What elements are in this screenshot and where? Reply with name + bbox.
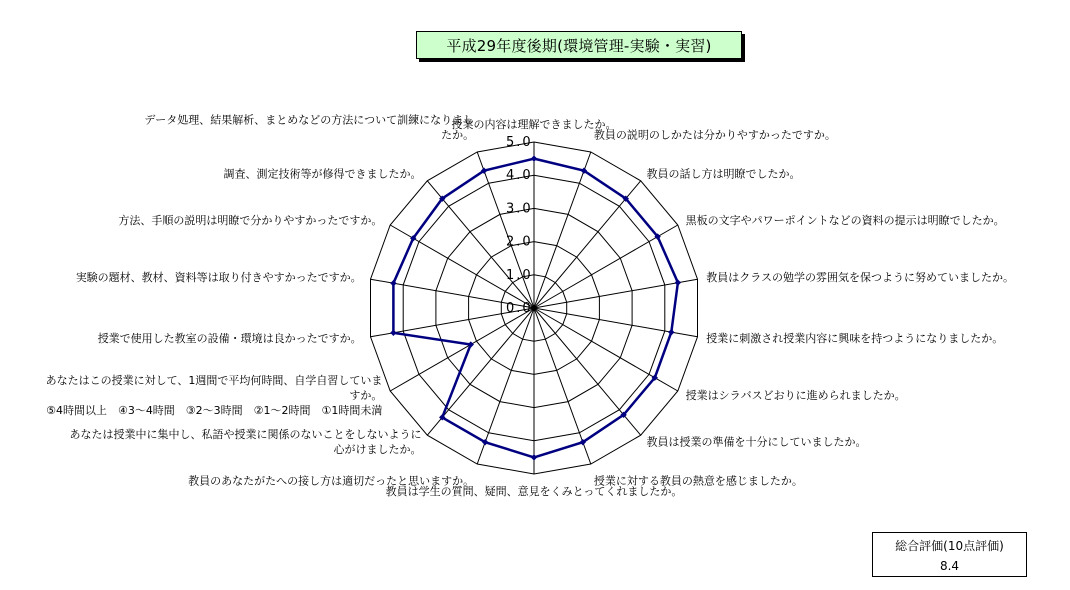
axis-spoke	[534, 152, 591, 308]
category-label: 授業はシラバスどおりに進められましたか。	[685, 389, 906, 402]
category-label: 教員の説明のしかたは分かりやすかったですか。	[593, 128, 836, 142]
category-label: 授業の内容は理解できましたか。	[451, 118, 617, 131]
category-label: あなたは授業中に集中し、私語や授業に関係のないことをしないように心がけましたか。	[69, 428, 422, 457]
category-label: 教員は学生の質問、疑問、意見をくみとってくれましたか。	[385, 485, 683, 498]
category-label: 授業に刺激され授業内容に興味を持つようになりましたか。	[706, 331, 1004, 345]
tick-label: 4.0	[506, 168, 533, 184]
tick-label: 0.0	[506, 301, 533, 316]
series-point	[668, 329, 674, 335]
category-label: あなたはこの授業に対して、1週間で平均何時間、自学自習していますか。 ⑤4時間以上 ④3～4時間 ③2～3時間 ②1～2時間 ①1時間未満	[45, 374, 383, 417]
category-label: データ処理、結果解析、まとめなどの方法について訓練になりましたか。	[144, 113, 475, 142]
category-label: 教員はクラスの勉学の雰囲気を保つように努めていましたか。	[706, 271, 1014, 285]
chart-title: 平成29年度後期(環境管理-実験・実習)	[416, 31, 742, 59]
category-label: 実験の題材、教材、資料等は取り付きやすかったですか。	[75, 271, 362, 285]
tick-label: 5.0	[506, 135, 533, 150]
overall-score-box	[872, 532, 1027, 577]
tick-label: 3.0	[506, 201, 533, 217]
series-point	[390, 330, 396, 336]
tick-label: 2.0	[506, 234, 533, 250]
radar-grid	[371, 142, 698, 474]
category-label: 授業で使用した教室の設備・環境は良かったですか。	[97, 331, 362, 345]
category-label: 調査、測定技術等が修得できましたか。	[223, 167, 422, 181]
category-label: 教員は授業の準備を十分にしていましたか。	[646, 435, 867, 449]
category-label: 黒板の文字やパワーポイントなどの資料の提示は明瞭でしたか。	[685, 214, 1005, 227]
series-point	[531, 155, 537, 161]
category-label: 教員の話し方は明瞭でしたか。	[646, 167, 801, 181]
overall-score-label: 総合評価(10点評価)	[895, 539, 1004, 553]
series-point	[531, 454, 537, 460]
category-label: 方法、手順の説明は明瞭で分かりやすかったですか。	[118, 214, 383, 227]
category-label: 教員のあなたがたへの接し方は適切だったと思いますか。	[188, 474, 475, 488]
overall-score-value: 8.4	[939, 559, 960, 573]
category-label: 授業に対する教員の熱意を感じましたか。	[593, 474, 803, 488]
tick-label: 1.0	[506, 267, 533, 283]
